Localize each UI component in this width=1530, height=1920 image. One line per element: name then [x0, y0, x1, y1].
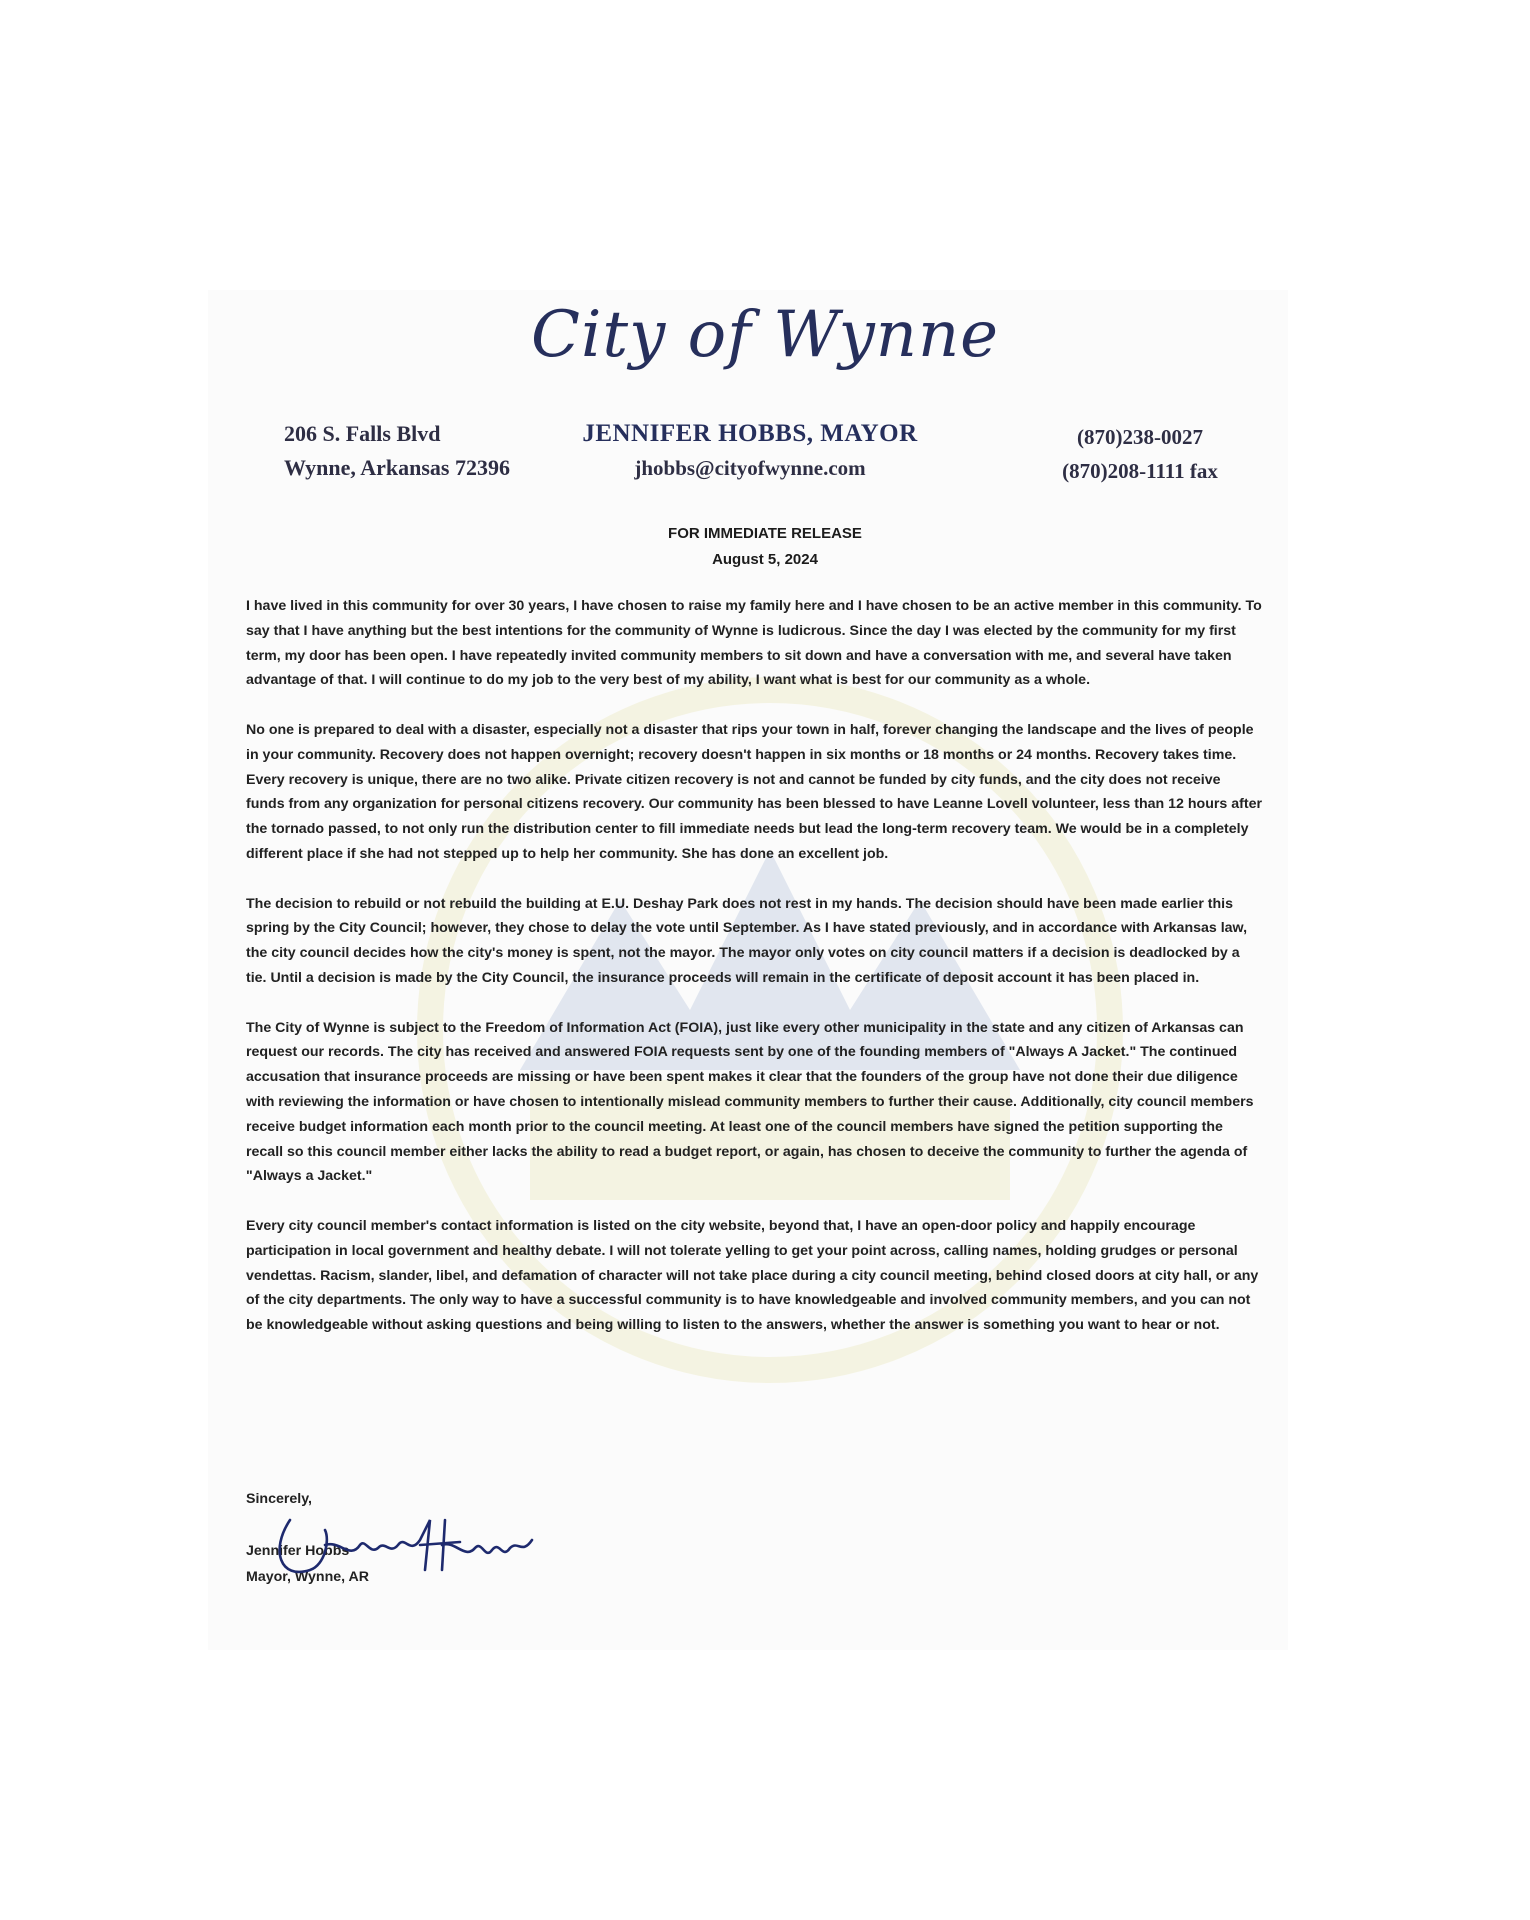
signer-name: Jennifer Hobbs	[246, 1543, 350, 1559]
handwritten-signature	[270, 1500, 540, 1590]
mayor-block	[540, 417, 960, 485]
address-line-2: Wynne, Arkansas 72396	[284, 455, 510, 480]
mayor-name: JENNIFER HOBBS, MAYOR	[582, 420, 918, 447]
paragraph-2: No one is prepared to deal with a disaster, especially not a disaster that rips your town in half, forever changing the landscape and the lives of people in your community. Recovery does not happen overnight; recovery doesn't happen in six months or 18 months or 24 months. Recovery takes time. Every recovery is unique, there are no two alike. Private citizen recovery is not and cannot be funded by city funds, and the city does not receive funds from any organization for personal citizens recovery. Our community has been blessed to have Leanne Lovell volunteer, less than 12 hours after the tornado passed, to not only run the distribution center to fill immediate needs but lead the long-term recovery team. We would be in a completely different place if she had not stepped up to help her community. She has done an excellent job.	[246, 721, 1262, 862]
paragraph-5: Every city council member's contact information is listed on the city website, beyond that, I have an open-door policy and happily encourage participation in local government and healthy debate. I will not tolerate yelling to get your point across, calling names, holding grudges or personal vendettas. Racism, slander, libel, and defamation of character will not take place during a city council meeting, behind closed doors at city hall, or any of the city departments. The only way to have a successful community is to have knowledgeable and involved community members, and you can not be knowledgeable without asking questions and being willing to listen to the answers, whether the answer is something you want to hear or not.	[246, 1217, 1259, 1334]
release-date: August 5, 2024	[712, 551, 818, 568]
city-address	[284, 417, 510, 485]
paragraph-1: I have lived in this community for over 30 years, I have chosen to raise my family here and I have chosen to be an active member in this community. To say that I have anything but the best intentions for the community of Wynne is ludicrous. Since the day I was elected by the community for my first term, my door has been open. I have repeatedly invited community members to sit down and have a conversation with me, and several have taken advantage of that. I will continue to do my job to the very best of my ability, I want what is best for our community as a whole.	[246, 598, 1262, 689]
release-header	[0, 521, 1530, 573]
phone-number: (870)238-0027	[1077, 425, 1203, 449]
address-line-1: 206 S. Falls Blvd	[284, 421, 441, 446]
paragraph-3: The decision to rebuild or not rebuild the building at E.U. Deshay Park does not rest in my hands. The decision should have been made earlier this spring by the City Council; however, they chose to delay the vote until September. As I have stated previously, and in accordance with Arkansas law, the city council decides how the city's money is spent, not the mayor. The mayor only votes on city council matters if a decision is deadlocked by a tie. Until a decision is made by the City Council, the insurance proceeds will remain in the certificate of deposit account it has been placed in.	[246, 895, 1248, 986]
contact-phones	[1040, 420, 1240, 488]
letter-body	[246, 594, 1262, 1363]
paragraph-4: The City of Wynne is subject to the Freedom of Information Act (FOIA), just like every other municipality in the state and any citizen of Arkansas can request our records. The city has received and answered FOIA requests sent by one of the founding members of "Always A Jacket." The continued accusation that insurance proceeds are missing or have been spent makes it clear that the founders of the group have not done their due diligence with reviewing the information or have chosen to intentionally mislead community members to further their cause. Additionally, city council members receive budget information each month prior to the council meeting. At least one of the council members have signed the petition supporting the recall so this council member either lacks the ability to read a budget report, or again, has chosen to deceive the community to further the agenda of "Always a Jacket."	[246, 1019, 1254, 1185]
letterhead-title: City of Wynne	[530, 298, 1000, 372]
salutation: Sincerely,	[246, 1491, 312, 1507]
fax-number: (870)208-1111 fax	[1062, 459, 1218, 483]
release-label: FOR IMMEDIATE RELEASE	[668, 525, 862, 542]
mayor-email: jhobbs@cityofwynne.com	[634, 456, 866, 480]
signer-title: Mayor, Wynne, AR	[246, 1569, 369, 1585]
